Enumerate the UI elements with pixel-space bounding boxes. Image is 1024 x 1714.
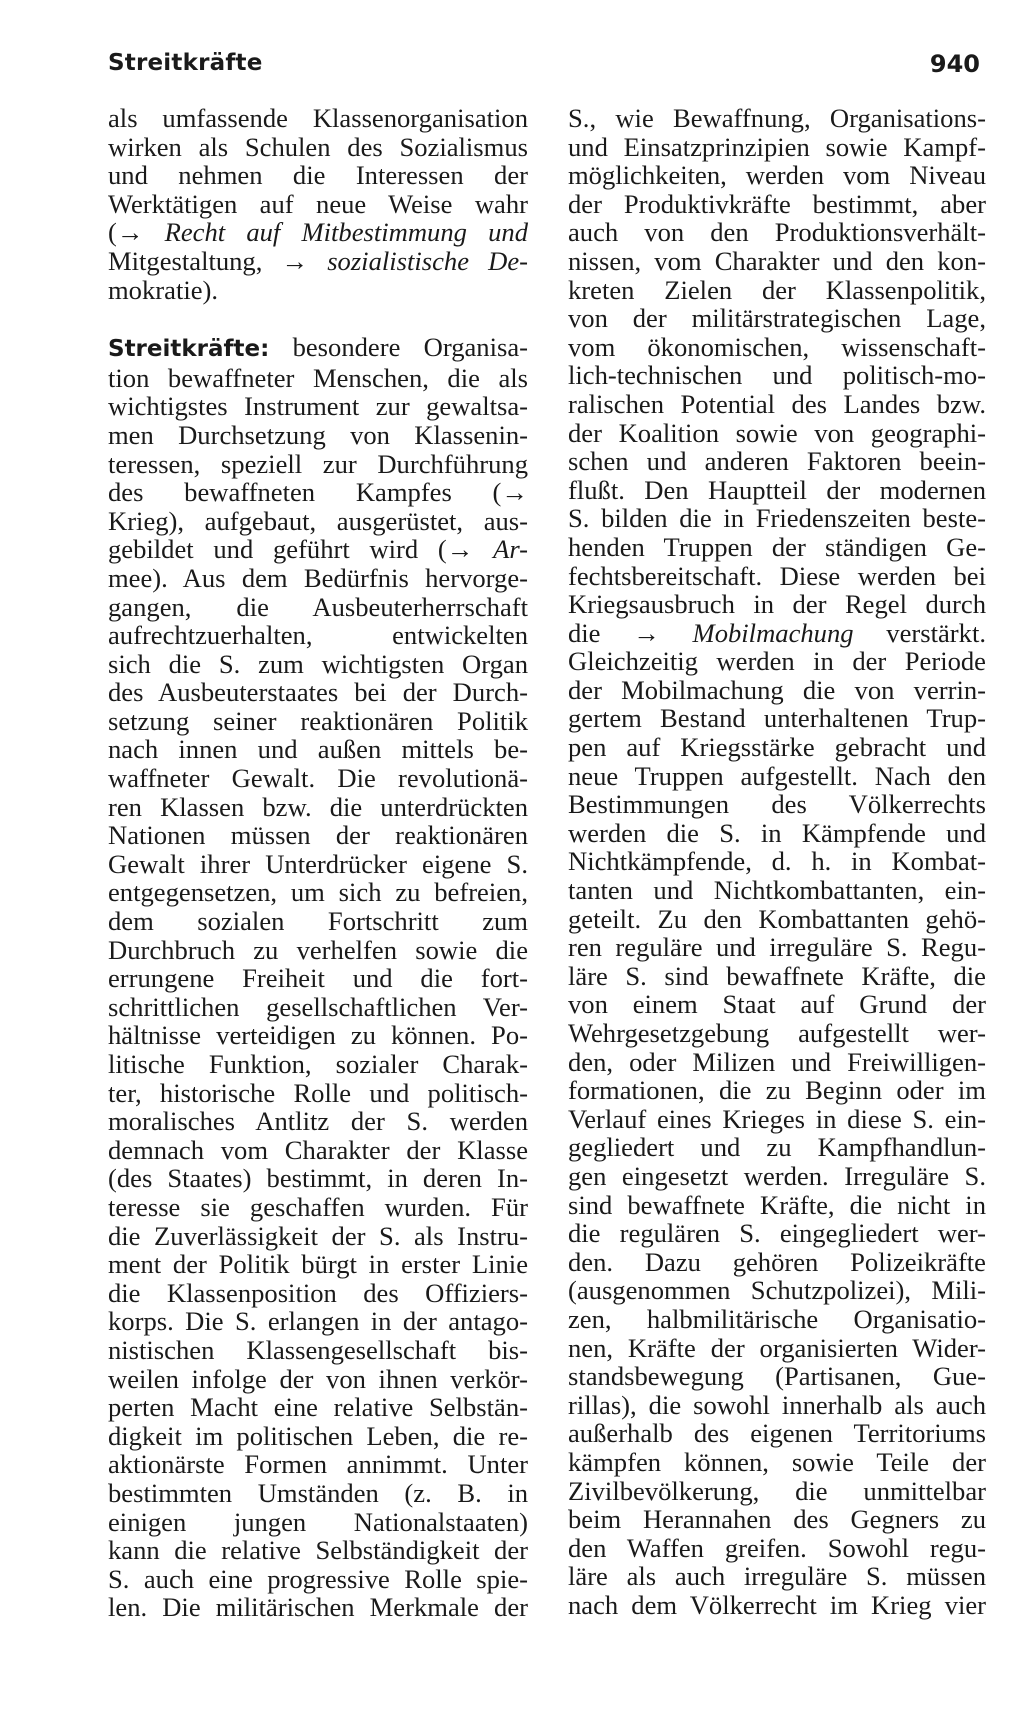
text-line: Gewalt ihrer Unterdrücker eigene S. bbox=[108, 848, 528, 879]
entry-definition-start: besondere Organisa- bbox=[269, 332, 528, 363]
text-line: errungene Freiheit und die fort- bbox=[108, 963, 528, 994]
text-line: der Mobilmachung die von verrin- bbox=[568, 674, 986, 705]
text-line: Kriegsausbruch in der Regel durch bbox=[568, 589, 986, 620]
text-line: lich-technischen und politisch-mo- bbox=[568, 360, 986, 391]
text-line: ren Klassen bzw. die unterdrückten bbox=[108, 791, 528, 822]
text-line: Nationen müssen der reaktionären bbox=[108, 820, 528, 851]
text-line: fechtsbereitschaft. Diese werden bei bbox=[568, 560, 986, 591]
text-line: neue Truppen aufgestellt. Nach den bbox=[568, 760, 986, 791]
text-line: (des Staates) bestimmt, in deren In- bbox=[108, 1163, 528, 1194]
text-line: tanten und Nichtkombattanten, ein- bbox=[568, 875, 986, 906]
text-line: S. bilden die in Friedenszeiten beste- bbox=[568, 503, 986, 534]
text-line: nistischen Klassengesellschaft bis- bbox=[108, 1334, 528, 1365]
text-line: entgegensetzen, um sich zu befreien, bbox=[108, 877, 528, 908]
text-line: kreten Zielen der Klassenpolitik, bbox=[568, 274, 986, 305]
text-line: sich die S. zum wichtigsten Organ bbox=[108, 648, 528, 679]
text-line: demnach vom Charakter der Klasse bbox=[108, 1134, 528, 1165]
text-line: als umfassende Klassenorganisation bbox=[108, 103, 528, 133]
text-line: moralisches Antlitz der S. werden bbox=[108, 1106, 528, 1137]
text-line: Verlauf eines Krieges in diese S. ein- bbox=[568, 1103, 986, 1134]
text-line: korps. Die S. erlangen in der antago- bbox=[108, 1306, 528, 1337]
text-line: schrittlichen gesellschaftlichen Ver- bbox=[108, 991, 528, 1022]
text-line: Zivilbevölkerung, die unmittelbar bbox=[568, 1475, 986, 1506]
text-line: pen auf Kriegsstärke gebracht und bbox=[568, 732, 986, 763]
text-line: ren reguläre und irreguläre S. Regu- bbox=[568, 932, 986, 963]
text-line: gebildet und geführt wird (→ Ar- bbox=[108, 534, 528, 565]
text-line: möglichkeiten, werden vom Niveau bbox=[568, 160, 986, 191]
text-line: Bestimmungen des Völkerrechts bbox=[568, 789, 986, 820]
text-line: gen eingesetzt werden. Irreguläre S. bbox=[568, 1160, 986, 1191]
running-head-title: Streitkräfte bbox=[108, 50, 263, 76]
text-line: beim Herannahen des Gegners zu bbox=[568, 1504, 986, 1535]
text-line: werden die S. in Kämpfende und bbox=[568, 817, 986, 848]
text-line: perten Macht eine relative Selbstän- bbox=[108, 1392, 528, 1423]
text-line: ment der Politik bürgt in erster Linie bbox=[108, 1249, 528, 1280]
text-line: den. Dazu gehören Polizeikräfte bbox=[568, 1246, 986, 1277]
text-line: einigen jungen Nationalstaaten) bbox=[108, 1506, 528, 1537]
text-line: Nichtkämpfende, d. h. in Kombat- bbox=[568, 846, 986, 877]
text-line: die Zuverlässigkeit der S. als Instru- bbox=[108, 1220, 528, 1251]
text-line: die Klassenposition des Offiziers- bbox=[108, 1277, 528, 1308]
text-line: wirken als Schulen des Sozialismus bbox=[108, 131, 528, 162]
text-line: nissen, vom Charakter und den kon- bbox=[568, 245, 986, 276]
text-line: gegliedert und zu Kampfhandlun- bbox=[568, 1132, 986, 1163]
text-line: kann die relative Selbständigkeit der bbox=[108, 1535, 528, 1566]
right-column bbox=[568, 104, 986, 1619]
text-line: dem sozialen Fortschritt zum bbox=[108, 906, 528, 937]
text-line: von einem Staat auf Grund der bbox=[568, 989, 986, 1020]
text-line: nen, Kräfte der organisierten Wider- bbox=[568, 1332, 986, 1363]
text-line: henden Truppen der ständigen Ge- bbox=[568, 531, 986, 562]
text-line: zen, halbmilitärische Organisatio- bbox=[568, 1303, 986, 1334]
text-line: Wehrgesetzgebung aufgestellt wer- bbox=[568, 1018, 986, 1048]
text-line: tion bewaffneter Menschen, die als bbox=[108, 362, 528, 393]
text-line: (→ Recht auf Mitbestimmung und bbox=[108, 217, 528, 248]
text-line: die regulären S. eingegliedert wer- bbox=[568, 1218, 986, 1249]
text-line: außerhalb des eigenen Territoriums bbox=[568, 1418, 986, 1449]
text-line: rillas), die sowohl innerhalb als auch bbox=[568, 1389, 986, 1420]
text-line: setzung seiner reaktionären Politik bbox=[108, 705, 528, 736]
text-line: sind bewaffnete Kräfte, die nicht in bbox=[568, 1189, 986, 1220]
text-line: aktionärste Formen annimmt. Unter bbox=[108, 1449, 528, 1480]
text-line: (ausgenommen Schutzpolizei), Mili- bbox=[568, 1275, 986, 1306]
text-line: teresse sie geschaffen wurden. Für bbox=[108, 1191, 528, 1222]
text-line: Gleichzeitig werden in der Periode bbox=[568, 646, 986, 677]
text-line: geteilt. Zu den Kombattanten gehö- bbox=[568, 903, 986, 934]
text-line: die → Mobilmachung verstärkt. bbox=[568, 617, 986, 648]
text-line: S., wie Bewaffnung, Organisations- bbox=[568, 103, 986, 133]
text-line: der Produktivkräfte bestimmt, aber bbox=[568, 188, 986, 219]
text-line: litische Funktion, sozialer Charak- bbox=[108, 1049, 528, 1079]
text-line: Durchbruch zu verhelfen sowie die bbox=[108, 934, 528, 965]
text-line: standsbewegung (Partisanen, Gue- bbox=[568, 1361, 986, 1392]
left-column bbox=[108, 104, 528, 1622]
text-line: des bewaffneten Kampfes (→ bbox=[108, 477, 528, 508]
text-line: Krieg), aufgebaut, ausgerüstet, aus- bbox=[108, 505, 528, 536]
text-line: nach innen und außen mittels be- bbox=[108, 734, 528, 765]
text-line: Werktätigen auf neue Weise wahr bbox=[108, 188, 528, 219]
text-line: formationen, die zu Beginn oder im bbox=[568, 1075, 986, 1106]
paragraph-gap bbox=[108, 304, 528, 333]
text-line: des Ausbeuterstaates bei der Durch- bbox=[108, 677, 528, 708]
entry-first-line bbox=[108, 333, 528, 364]
text-line: gertem Bestand unterhaltenen Trup- bbox=[568, 703, 986, 734]
text-line: wichtigstes Instrument zur gewaltsa- bbox=[108, 391, 528, 422]
text-line: teressen, speziell zur Durchführung bbox=[108, 448, 528, 479]
text-line: der Koalition sowie von geographi- bbox=[568, 417, 986, 448]
text-line: aufrechtzuerhalten, entwickelten bbox=[108, 620, 528, 651]
text-line: flußt. Den Hauptteil der modernen bbox=[568, 474, 986, 505]
text-line: und nehmen die Interessen der bbox=[108, 160, 528, 191]
text-line: men Durchsetzung von Klassenin- bbox=[108, 419, 528, 450]
text-line: schen und anderen Faktoren beein- bbox=[568, 446, 986, 477]
text-line: den Waffen greifen. Sowohl regu- bbox=[568, 1532, 986, 1563]
text-line: läre S. sind bewaffnete Kräfte, die bbox=[568, 960, 986, 991]
text-line: gangen, die Ausbeuterherrschaft bbox=[108, 591, 528, 622]
text-line: ralischen Potential des Landes bzw. bbox=[568, 388, 986, 419]
text-line: weilen infolge der von ihnen verkör- bbox=[108, 1363, 528, 1394]
text-line: S. auch eine progressive Rolle spie- bbox=[108, 1563, 528, 1594]
text-line: von der militärstrategischen Lage, bbox=[568, 303, 986, 334]
text-line: läre als auch irreguläre S. müssen bbox=[568, 1561, 986, 1592]
text-line: bestimmten Umständen (z. B. in bbox=[108, 1477, 528, 1508]
text-line: hältnisse verteidigen zu können. Po- bbox=[108, 1020, 528, 1051]
text-line: nach dem Völkerrecht im Krieg vier bbox=[568, 1589, 986, 1620]
text-line: digkeit im politischen Leben, die re- bbox=[108, 1420, 528, 1451]
text-line: und Einsatzprinzipien sowie Kampf- bbox=[568, 131, 986, 162]
text-line: len. Die militärischen Merkmale der bbox=[108, 1592, 528, 1623]
page-number: 940 bbox=[929, 50, 980, 78]
text-line: ter, historische Rolle und politisch- bbox=[108, 1077, 528, 1108]
text-line: kämpfen können, sowie Teile der bbox=[568, 1446, 986, 1477]
text-line: auch von den Produktionsverhält- bbox=[568, 217, 986, 248]
text-line: vom ökonomischen, wissenschaft- bbox=[568, 331, 986, 362]
text-line: mokratie). bbox=[108, 274, 219, 305]
text-line: den, oder Milizen und Freiwilligen- bbox=[568, 1046, 986, 1077]
text-line: waffneter Gewalt. Die revolutionä- bbox=[108, 763, 528, 794]
entry-keyword: Streitkräfte: bbox=[108, 336, 270, 363]
text-line: mee). Aus dem Bedürfnis hervorge- bbox=[108, 562, 528, 593]
text-line: Mitgestaltung, → sozialistische De- bbox=[108, 245, 528, 276]
